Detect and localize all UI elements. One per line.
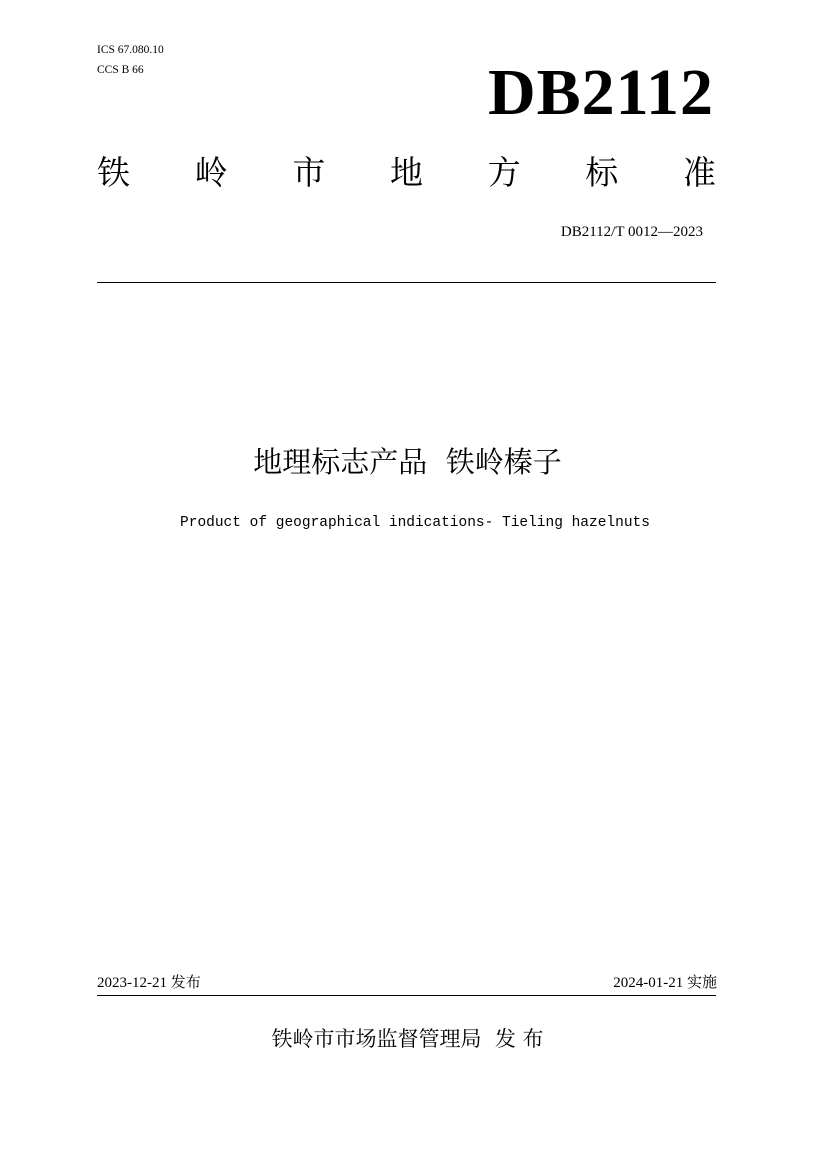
standard-type-char: 标 <box>585 153 619 192</box>
standard-type-char: 方 <box>487 153 521 192</box>
standard-type-char: 准 <box>682 153 716 192</box>
ccs-code: CCS B 66 <box>97 64 144 76</box>
standard-number: DB2112/T 0012—2023 <box>560 224 703 240</box>
footer-divider <box>97 995 716 996</box>
ics-code: ICS 67.080.10 <box>97 44 164 56</box>
standard-type-char: 市 <box>292 153 326 192</box>
standard-type-char: 岭 <box>194 153 228 192</box>
standard-type-char: 地 <box>389 153 423 192</box>
document-title-english: Product of geographical indications- Tieling hazelnuts <box>180 515 650 531</box>
implementation-date: 2024-01-21 实施 <box>613 975 717 991</box>
standard-type-title <box>97 148 716 198</box>
db-code-logo: DB2112 <box>487 56 714 129</box>
issuing-authority: 铁岭市市场监督管理局 发 布 <box>271 1027 544 1051</box>
publish-date: 2023-12-21 发布 <box>97 975 201 991</box>
standard-type-char: 铁 <box>97 153 130 192</box>
document-title-chinese: 地理标志产品 铁岭榛子 <box>253 445 562 479</box>
header-divider <box>97 282 716 283</box>
